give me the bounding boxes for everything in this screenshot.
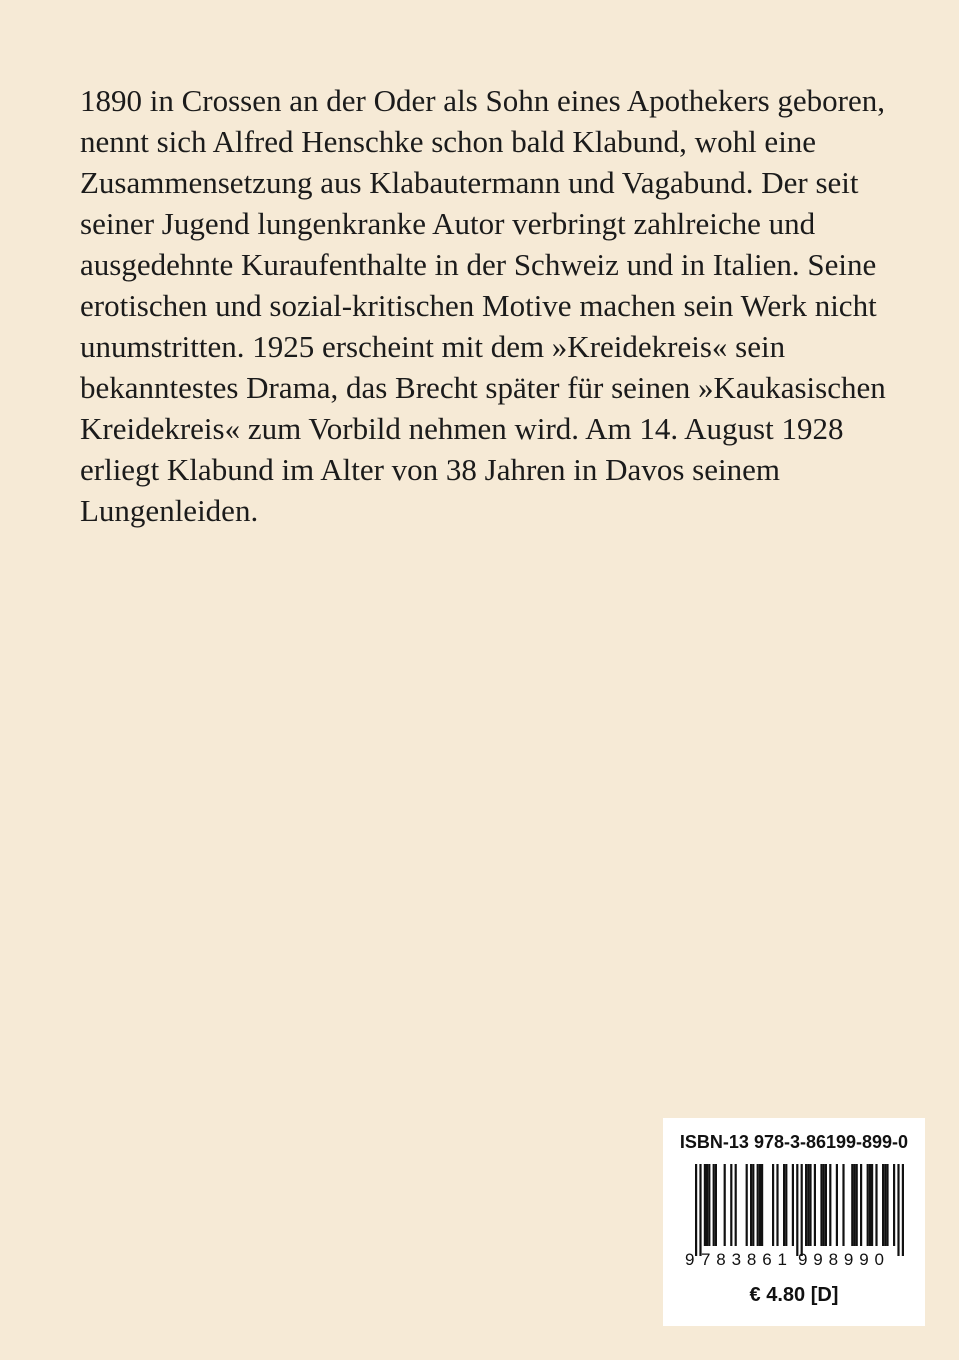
barcode-bar	[893, 1164, 895, 1246]
barcode-bar	[783, 1164, 785, 1246]
barcode-bar	[735, 1164, 737, 1246]
barcode-bar	[820, 1164, 822, 1246]
barcode-bar	[882, 1164, 884, 1246]
barcode-bar	[856, 1164, 858, 1246]
barcode-bar	[699, 1164, 701, 1256]
barcode-bar	[823, 1164, 825, 1246]
barcode-panel	[663, 1118, 925, 1326]
barcode-bar	[761, 1164, 763, 1246]
bio-line: seiner Jugend lungenkranke Autor verbringt zahlreiche und	[80, 206, 816, 241]
barcode-bar	[809, 1164, 811, 1246]
barcode-bar	[776, 1164, 778, 1246]
barcode-bar	[772, 1164, 774, 1246]
barcode-bar	[715, 1164, 717, 1246]
barcode-bar	[875, 1164, 877, 1246]
barcode-bar	[871, 1164, 873, 1246]
bio-line: bekanntestes Drama, das Brecht später für seinen »Kaukasischen	[80, 370, 886, 405]
barcode-digit-first: 9	[685, 1250, 695, 1269]
barcode-bar	[851, 1164, 853, 1246]
barcode-bar	[706, 1164, 708, 1246]
barcode-graphic	[681, 1164, 907, 1274]
bio-line: unumstritten. 1925 erscheint mit dem »Kreidekreis« sein	[80, 329, 786, 364]
barcode-bar	[757, 1164, 759, 1246]
barcode-bar	[853, 1164, 855, 1246]
barcode-bar	[842, 1164, 844, 1246]
barcode-bar	[814, 1164, 816, 1246]
barcode-bar	[829, 1164, 831, 1246]
barcode-bar	[796, 1164, 798, 1256]
barcode-bar	[708, 1164, 710, 1246]
price-label: € 4.80 [D]	[749, 1284, 839, 1306]
barcode-bar	[902, 1164, 904, 1256]
barcode-bar	[759, 1164, 761, 1246]
barcode-bar	[836, 1164, 838, 1246]
isbn-label: ISBN-13 978-3-86199-899-0	[679, 1132, 909, 1152]
barcode-digits-right: 998990	[798, 1250, 884, 1269]
barcode-bar	[785, 1164, 787, 1246]
barcode-bar	[750, 1164, 752, 1246]
barcode-bar	[805, 1164, 807, 1246]
barcode-bar	[801, 1164, 803, 1256]
barcode-bar	[897, 1164, 899, 1256]
barcode-bar	[724, 1164, 726, 1246]
author-biography	[80, 80, 895, 531]
barcode-bar	[869, 1164, 871, 1246]
barcode-digits-left: 783861	[701, 1250, 787, 1269]
barcode-bar	[792, 1164, 794, 1246]
barcode-bar	[704, 1164, 706, 1246]
bio-line: 1890 in Crossen an der Oder als Sohn eines Apothekers geboren,	[80, 83, 885, 118]
barcode-bar	[752, 1164, 754, 1246]
barcode-bar	[867, 1164, 869, 1246]
bio-line: nennt sich Alfred Henschke schon bald Klabund, wohl eine	[80, 124, 817, 159]
barcode-bars	[695, 1164, 904, 1256]
bio-line: Zusammensetzung aus Klabautermann und Vagabund. Der seit	[80, 165, 859, 200]
barcode-bar	[886, 1164, 888, 1246]
barcode-bar	[695, 1164, 697, 1256]
barcode-bar	[746, 1164, 748, 1246]
barcode-bar	[860, 1164, 862, 1246]
bio-line: erotischen und sozial-kritischen Motive machen sein Werk nicht	[80, 288, 877, 323]
bio-line: ausgedehnte Kuraufenthalte in der Schweiz und in Italien. Seine	[80, 247, 877, 282]
barcode-bar	[884, 1164, 886, 1246]
bio-line: Lungenleiden.	[80, 493, 259, 528]
barcode-bar	[807, 1164, 809, 1246]
bio-line: erliegt Klabund im Alter von 38 Jahren in Davos seinem	[80, 452, 780, 487]
barcode-bar	[825, 1164, 827, 1246]
barcode-bar	[730, 1164, 732, 1246]
bio-line: Kreidekreis« zum Vorbild nehmen wird. Am 14. August 1928	[80, 411, 844, 446]
barcode-bar	[713, 1164, 715, 1246]
